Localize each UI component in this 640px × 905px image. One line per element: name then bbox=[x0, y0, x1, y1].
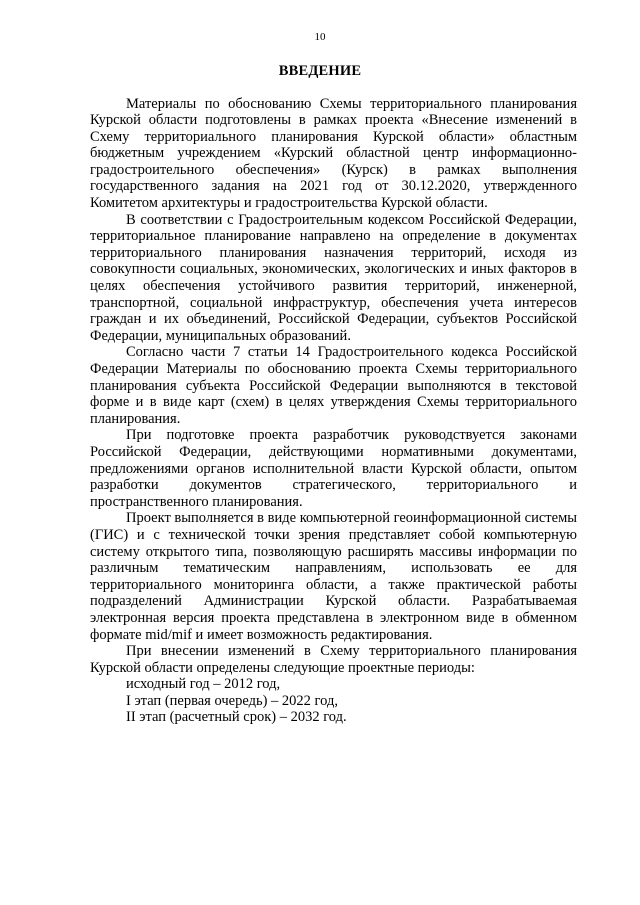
paragraph: При внесении изменений в Схему территориального планирования Курской области определены следующие проектные периоды: bbox=[90, 643, 577, 676]
section-title: ВВЕДЕНИЕ bbox=[278, 63, 362, 79]
period-item: I этап (первая очередь) – 2022 год, bbox=[126, 692, 338, 709]
period-item: II этап (расчетный срок) – 2032 год. bbox=[126, 709, 347, 726]
paragraph: Материалы по обоснованию Схемы территориального планирования Курской области подготовлены в рамках проекта «Внесение изменений в Схему территориального планирования Курской области» областным бюджетным учреждением «Курский областной центр информационно-градостроительного обеспечения» (Курск) в рамках выполнения государственного задания на 2021 год от 30.12.2020, утвержденного Комитетом архитектуры и градостроительства Курской области. bbox=[90, 95, 577, 212]
paragraph: Проект выполняется в виде компьютерной геоинформационной системы (ГИС) и с технической точки зрения представляет собой компьютерную систему открытого типа, позволяющую расширять массивы информации по различным тематическим направлениям, использовать ее для территориального мониторинга области, а также практической работы подразделений Администрации Курской области. Разрабатываемая электронная версия проекта представлена в электронном виде в обменном формате mid/mif и имеет возможность редактирования. bbox=[90, 510, 577, 643]
page-number: 10 bbox=[314, 31, 326, 43]
paragraph: При подготовке проекта разработчик руководствуется законами Российской Федерации, действующими нормативными документами, предложениями органов исполнительной власти Курской области, опытом разработки документов стратегического, территориального и пространственного планирования. bbox=[90, 427, 577, 510]
paragraph: Согласно части 7 статьи 14 Градостроительного кодекса Российской Федерации Материалы по обоснованию проекта Схемы территориального планирования субъекта Российской Федерации выполняются в текстовой форме и в виде карт (схем) в целях утверждения Схемы территориального планирования. bbox=[90, 344, 577, 427]
paragraph: В соответствии с Градостроительным кодексом Российской Федерации, территориальное планирование направлено на определение в документах территориального планирования назначения территорий, исходя из совокупности социальных, экономических, экологических и иных факторов в целях обеспечения устойчивого развития территорий, инженерной, транспортной, социальной инфраструктур, обеспечения учета интересов граждан и их объединений, Российской Федерации, субъектов Российской Федерации, муниципальных образований. bbox=[90, 211, 577, 344]
body-text bbox=[90, 96, 577, 727]
period-item: исходный год – 2012 год, bbox=[126, 676, 281, 693]
